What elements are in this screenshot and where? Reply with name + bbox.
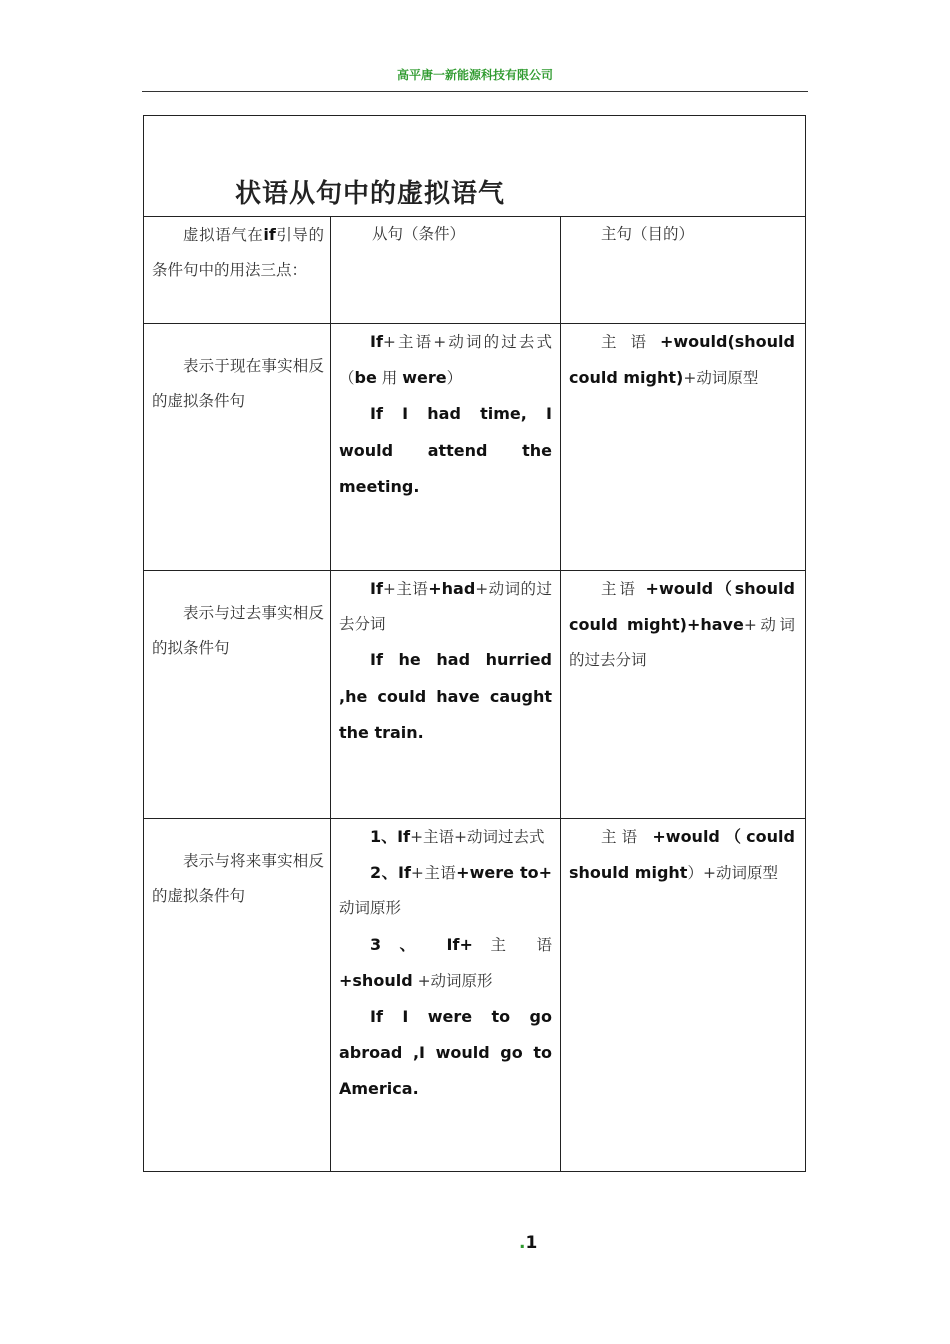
- row3-item3-text: +动词原形: [412, 971, 493, 990]
- row3-main-modal: +would（could should might: [569, 827, 795, 883]
- row3-item3-should: +should: [339, 970, 413, 990]
- row1-close: ）: [446, 369, 463, 388]
- row1-were: were: [402, 368, 447, 388]
- row3-item1-text: +主语+动词过去式: [410, 828, 545, 846]
- row2-had: +had: [428, 579, 476, 598]
- row3-item2-text: 动词原形: [339, 899, 402, 918]
- header-company-name: 高平唐一新能源科技有限公司: [396, 68, 553, 82]
- row3-item3-if: 、 If+: [381, 934, 473, 954]
- row1-main-cell: [569, 324, 795, 396]
- head-usage-text-c: 引导的条件句中的用法三点：: [152, 226, 324, 280]
- row2-main-verb: +动词的过去分词: [569, 616, 795, 670]
- page-number-dot: .: [519, 1233, 526, 1253]
- row2-label: 表示与过去事实相反的拟条件句: [152, 604, 324, 658]
- row2-main-subject: 主语: [601, 580, 638, 598]
- row1-use: 用: [381, 369, 398, 388]
- row1-if: If: [370, 332, 383, 351]
- row1-clause-text: +主语+动词的过去式（: [339, 333, 552, 388]
- row3-label: 表示与将来事实相反的虚拟条件句: [152, 852, 324, 906]
- row3-item3-number: 3: [370, 934, 382, 954]
- row1-main-subject: 主语: [601, 333, 660, 351]
- row1-main-verb: +动词原型: [683, 369, 759, 388]
- row2-main-cell: [569, 571, 795, 679]
- row3-item2-if: 、If: [381, 863, 411, 883]
- row1-example: If I had time, I would attend the meeting.: [339, 404, 552, 496]
- row1-main-modal: +would(should could might): [569, 332, 795, 388]
- head-clause-cell: 从句（条件）: [372, 225, 466, 243]
- row1-clause-cell: [339, 324, 552, 505]
- row1-be: be: [354, 368, 377, 388]
- header-rule: [142, 91, 808, 92]
- row3-item1-number: 1: [370, 827, 382, 846]
- row3-item2-number: 2: [370, 863, 382, 883]
- row2-clause-subject: +主语: [382, 580, 429, 598]
- page-number-value: 1: [525, 1233, 538, 1253]
- row1-label: 表示于现在事实相反的虚拟条件句: [152, 357, 324, 411]
- title-row: [144, 116, 805, 217]
- column-divider-1: [330, 216, 331, 1171]
- head-main-cell: 主句（目的）: [601, 225, 695, 243]
- row2-clause-cell: [339, 571, 552, 751]
- row3-example: If I were to go abroad ,I would go to America.: [339, 1007, 552, 1099]
- column-divider-2: [560, 216, 561, 1171]
- head-usage-text-a: 虚拟语气在: [183, 226, 264, 244]
- row3-clause-cell: [339, 819, 552, 1108]
- row3-main-subject: 主语: [601, 828, 643, 846]
- row2-main-have: )+have: [679, 615, 744, 635]
- row3-main-cell: [569, 819, 795, 891]
- head-usage-cell: [152, 217, 324, 288]
- row3-item1-if: 、If: [381, 827, 411, 846]
- row2-example: If he had hurried ,he could have caught the train.: [339, 650, 552, 742]
- head-usage-if: if: [263, 225, 276, 244]
- row2-if: If: [370, 579, 383, 598]
- row3-item3-subject: 主 语: [472, 935, 552, 954]
- page-number: [519, 1233, 537, 1253]
- row3-main-verb: ）+动词原型: [687, 864, 778, 883]
- row2-main-modal: +would（should could might: [569, 579, 795, 635]
- page-title: 状语从句中的虚拟语气: [235, 179, 506, 209]
- subjunctive-table: [143, 115, 806, 1172]
- row2-clause-verb: +动词的过去分词: [339, 580, 552, 634]
- row3-item2-were: +were to+: [456, 863, 552, 883]
- row3-item2-subject: +主语: [410, 864, 457, 883]
